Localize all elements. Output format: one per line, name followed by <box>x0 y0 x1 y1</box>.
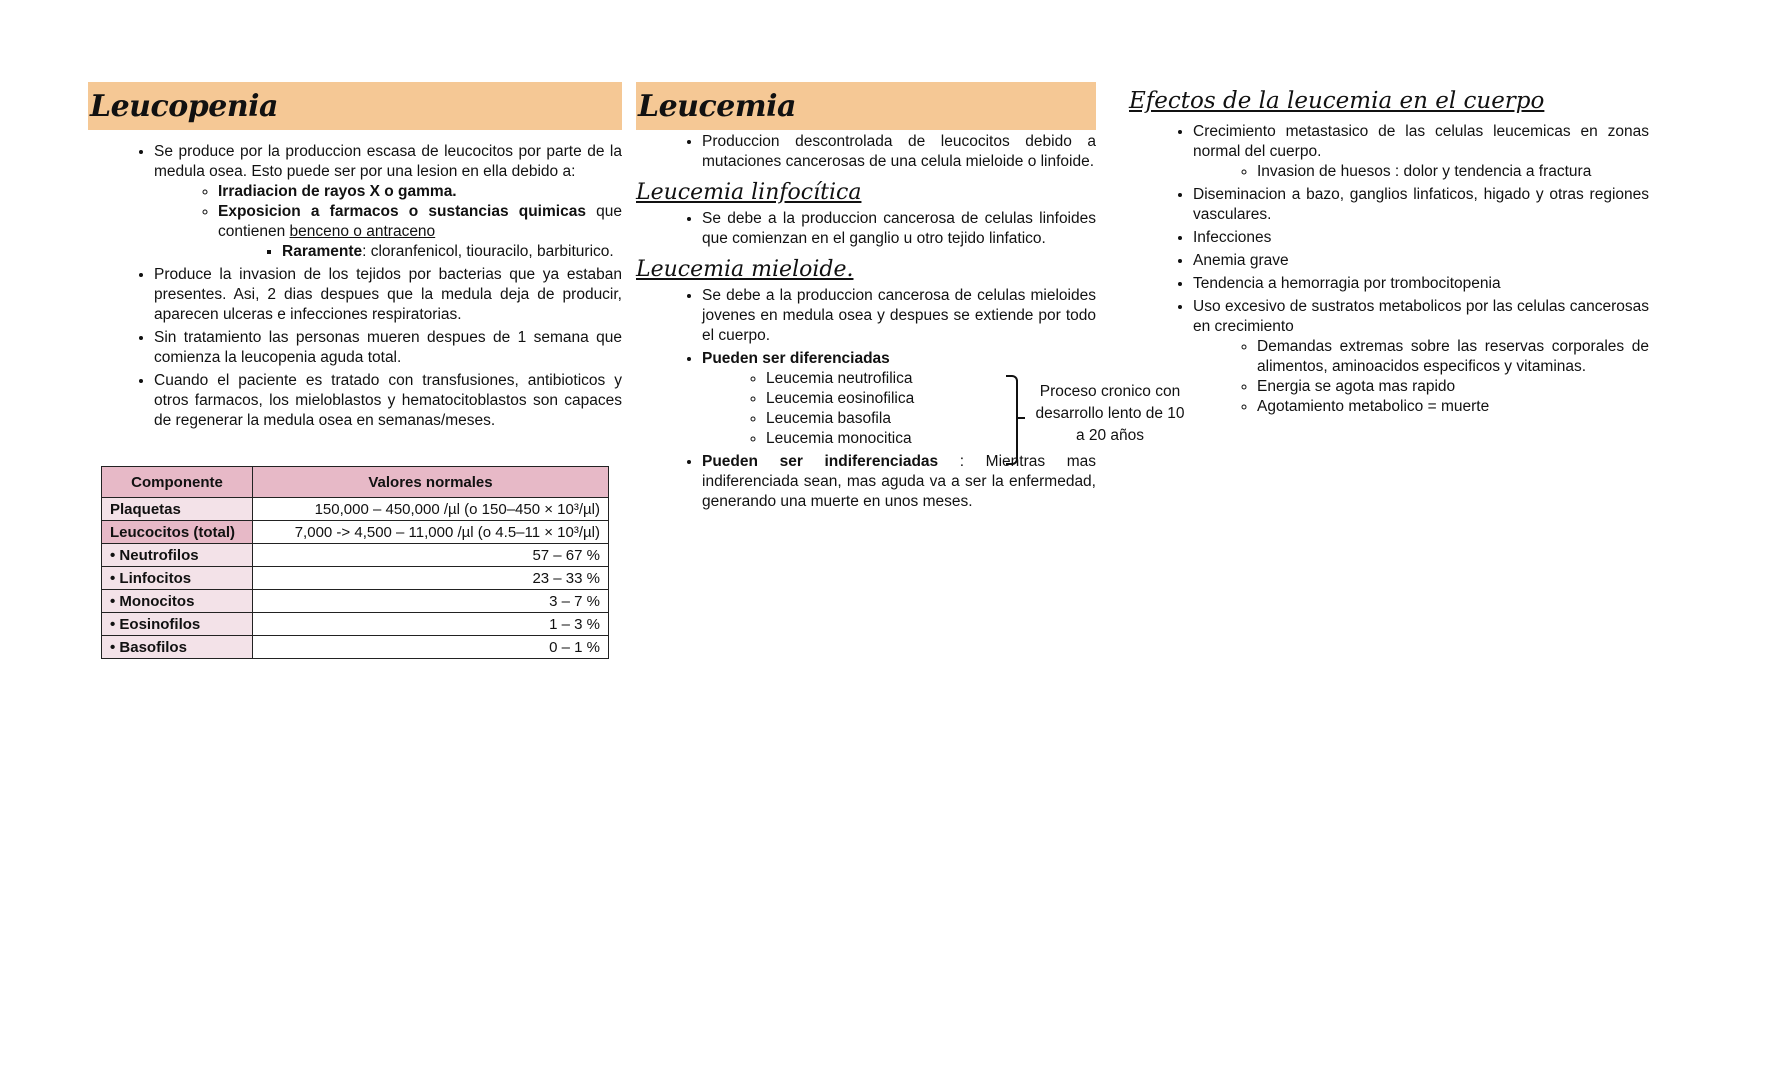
leucopenia-invasion-item: • Produce la invasion de los tejidos por bacterias que ya estaban presentes. Asi, 2 dias despues que la medula deja de producir, aparecen ulceras e infecciones respiratorias. <box>154 265 622 325</box>
table-row <box>102 567 609 590</box>
table-row <box>102 590 609 613</box>
normal-values-table <box>101 466 609 659</box>
cause-exposure-chemicals: benceno o antraceno <box>289 223 436 240</box>
table-row-label: Leucocitos (total) <box>102 521 253 544</box>
table-row-value: 150,000 – 450,000 /µl (o 150–450 × 10³/µl) <box>253 498 609 521</box>
leucopenia-banner <box>88 82 622 130</box>
leucemia-section <box>636 82 1185 515</box>
table-header-row <box>102 467 609 498</box>
cause-irradiation <box>218 182 622 202</box>
table-header-component: Componente <box>102 467 253 498</box>
table-row <box>102 521 609 544</box>
table-row-value: 3 – 7 % <box>253 590 609 613</box>
leucemia-banner <box>636 82 1096 130</box>
indiferenciadas-label: Pueden ser indiferenciadas <box>702 453 939 470</box>
table-header-values: Valores normales <box>253 467 609 498</box>
diferenciadas-label: Pueden ser diferenciadas <box>702 350 890 367</box>
curly-bracket <box>1006 375 1018 465</box>
table-row-value: 1 – 3 % <box>253 613 609 636</box>
leucemia-title: Leucemia <box>638 88 796 124</box>
leucopenia-title: Leucopenia <box>90 88 278 124</box>
mieloide-heading: Leucemia mieloide. <box>636 257 854 282</box>
table-row <box>102 544 609 567</box>
efecto-diseminacion: • Diseminacion a bazo, ganglios linfaticos, higado y otras regiones vasculares. <box>1193 185 1649 225</box>
efectos-heading: Efectos de la leucemia en el cuerpo <box>1129 88 1545 114</box>
leucopenia-untreated-item: • Sin tratamiento las personas mueren despues de 1 semana que comienza la leucopenia aguda total. <box>154 328 622 368</box>
mieloide-list <box>636 286 1185 512</box>
indiferenciadas-text: : Mientras mas indiferenciada sean, mas aguda va a ser la enfermedad, generando una muerte en unos meses. <box>702 453 1096 510</box>
efecto-anemia: • Anemia grave <box>1193 251 1649 271</box>
table-row-value: 57 – 67 % <box>253 544 609 567</box>
leucopenia-cause-item <box>154 142 622 262</box>
linfocitica-item: • Se debe a la produccion cancerosa de celulas linfoides que comienzan en el ganglio u otro tejido linfatico. <box>702 209 1096 249</box>
efecto-huesos: ◦ Invasion de huesos : dolor y tendencia a fractura <box>1257 162 1649 182</box>
leucemia-intro-item: • Produccion descontrolada de leucocitos debido a mutaciones cancerosas de una celula mieloide o linfoide. <box>702 132 1096 172</box>
cause-exposure-label: Exposicion a farmacos o sustancias quimicas <box>218 203 586 220</box>
table-row-value: 0 – 1 % <box>253 636 609 659</box>
diff-item-basofila: ◦ Leucemia basofila <box>766 409 1096 429</box>
leucopenia-section <box>88 82 622 434</box>
linfocitica-heading: Leucemia linfocítica <box>636 180 862 205</box>
mieloide-item: • Se debe a la produccion cancerosa de celulas mieloides jovenes en medula osea y despues se extiende por todo el cuerpo. <box>702 286 1096 346</box>
table-row-value: 23 – 33 % <box>253 567 609 590</box>
bracket-note: Proceso cronico con desarrollo lento de 10 a 20 años <box>1035 383 1185 444</box>
efecto-metastasis-text: Crecimiento metastasico de las celulas leucemicas en zonas normal del cuerpo. <box>1193 123 1649 160</box>
table-row <box>102 636 609 659</box>
efecto-sustratos-text: Uso excesivo de sustratos metabolicos por las celulas cancerosas en crecimiento <box>1193 298 1649 335</box>
sustrato-energia: ◦ Energia se agota mas rapido <box>1257 377 1649 397</box>
leucopenia-causes-list <box>154 182 622 262</box>
efectos-list <box>1129 122 1649 417</box>
table-row <box>102 498 609 521</box>
rarely-label: Raramente <box>282 243 363 260</box>
cause-exposure <box>218 202 622 262</box>
table-row <box>102 613 609 636</box>
diff-item-monocitica: ◦ Leucemia monocitica <box>766 429 1096 449</box>
rarely-list <box>218 242 622 262</box>
leucopenia-treatment-item: • Cuando el paciente es tratado con transfusiones, antibioticos y otros farmacos, los mieloblastos y hematocitoblastos son capaces de regenerar la medula osea en semanas/meses. <box>154 371 622 431</box>
leucopenia-cause-text: Se produce por la produccion escasa de leucocitos por parte de la medula osea. Esto puede ser por una lesion en ella debido a: <box>154 143 622 180</box>
table-row-label: • Eosinofilos <box>102 613 253 636</box>
sustratos-sublist <box>1193 337 1649 417</box>
table-row-label: • Monocitos <box>102 590 253 613</box>
efecto-infecciones: • Infecciones <box>1193 228 1649 248</box>
table-row-label: • Linfocitos <box>102 567 253 590</box>
rarely-item <box>282 242 622 262</box>
table-row-label: • Basofilos <box>102 636 253 659</box>
diff-item-neutrofilica: ◦ Leucemia neutrofilica <box>766 369 1096 389</box>
table-row-label: Plaquetas <box>102 498 253 521</box>
curly-bracket-tip <box>1017 417 1025 419</box>
efecto-metastasis <box>1193 122 1649 182</box>
metastasis-sublist <box>1193 162 1649 182</box>
table-row-label: • Neutrofilos <box>102 544 253 567</box>
table-row-value: 7,000 -> 4,500 – 11,000 /µl (o 4.5–11 × 10³/µl) <box>253 521 609 544</box>
diff-item-eosinofilica: ◦ Leucemia eosinofilica <box>766 389 1096 409</box>
leucemia-intro-list <box>636 132 1096 172</box>
diferenciadas-group <box>702 369 1185 449</box>
rarely-text: : cloranfenicol, tiouracilo, barbiturico. <box>362 243 614 260</box>
cause-exposure-tail: que contienen <box>218 203 622 240</box>
linfocitica-list <box>636 209 1096 249</box>
sustrato-demandas: ◦ Demandas extremas sobre las reservas corporales de alimentos, aminoacidos especificos y vitaminas. <box>1257 337 1649 377</box>
cause-irradiation-text: Irradiacion de rayos X o gamma. <box>218 183 457 200</box>
efecto-hemorragia: • Tendencia a hemorragia por trombocitopenia <box>1193 274 1649 294</box>
indiferenciadas-item <box>702 452 1096 512</box>
diferenciadas-item <box>702 349 1185 449</box>
efectos-section <box>1129 88 1649 420</box>
sustrato-agotamiento: ◦ Agotamiento metabolico = muerte <box>1257 397 1649 417</box>
efecto-sustratos <box>1193 297 1649 417</box>
leucopenia-list <box>88 142 622 431</box>
